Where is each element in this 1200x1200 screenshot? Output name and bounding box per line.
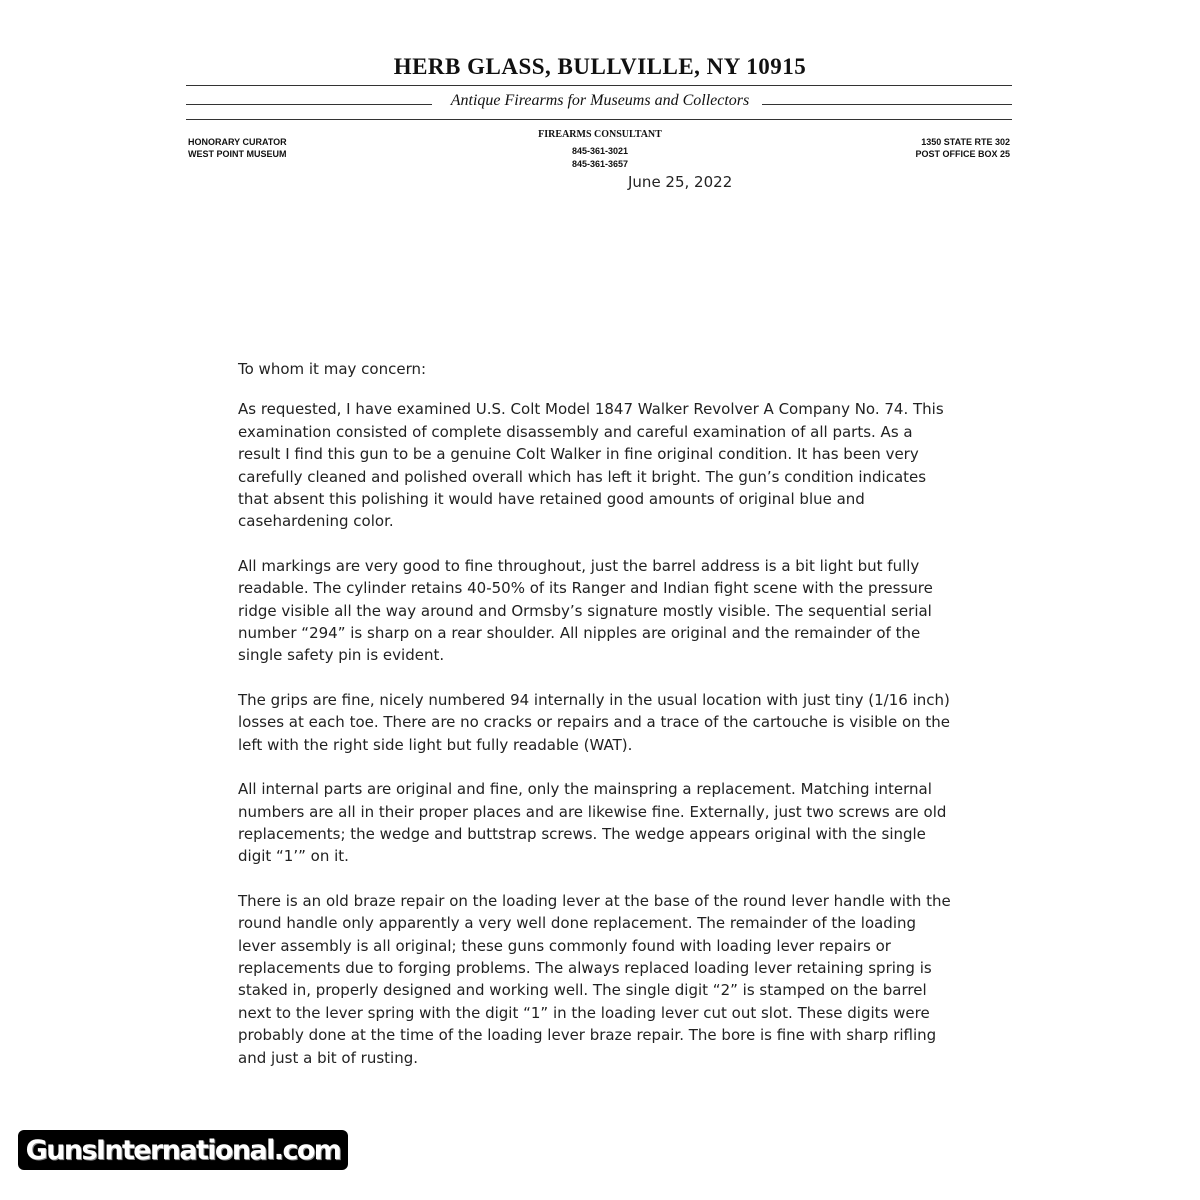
watermark-logo (18, 1130, 348, 1170)
curator-block (188, 136, 287, 160)
phone-1: 845-361-3021 (571, 146, 629, 156)
paragraph-1: As requested, I have examined U.S. Colt Model 1847 Walker Revolver A Company No. 74. This examination consisted of complete disassembly and careful examination of all parts. As a result I find this gun to be a genuine Colt Walker in fine original condition. It has been very carefully cleaned and polished overall which has left it bright. The gun’s condition indicates that absent this polishing it would have retained good amounts of original blue and casehardening color. (238, 400, 944, 531)
curator-museum: WEST POINT MUSEUM (188, 149, 287, 159)
rule-top (186, 85, 1012, 86)
letter-body (238, 358, 953, 1091)
address-po-box: POST OFFICE BOX 25 (915, 149, 1010, 159)
paragraph-4: All internal parts are original and fine, only the mainspring a replacement. Matching internal numbers are all in their proper places and are likewise fine. Externally, just two screws are old replacements; the wedge and buttstrap screws. The wedge appears original with the single digit “1’” on it. (238, 780, 947, 866)
salutation: To whom it may concern: (238, 360, 427, 378)
consultant-title: FIREARMS CONSULTANT (538, 129, 662, 140)
letterhead-subtitle-text: Antique Firearms for Museums and Collectors (443, 92, 758, 109)
paragraph-3: The grips are fine, nicely numbered 94 internally in the usual location with just tiny (1/16 inch) losses at each toe. There are no cracks or repairs and a trace of the cartouche is visible on the left with the right side light but fully readable (WAT). (238, 690, 951, 754)
curator-title: HONORARY CURATOR (188, 137, 287, 147)
phone-2: 845-361-3657 (571, 159, 629, 169)
address-block (880, 136, 1010, 160)
paragraph-2: All markings are very good to fine throughout, just the barrel address is a bit light but fully readable. The cylinder retains 40-50% of its Ranger and Indian fight scene with the pressure ridge visible all the way around and Ormsby’s signature mostly visible. The sequential serial number “294” is sharp on a rear shoulder. All nipples are original and the remainder of the single safety pin is evident. (238, 556, 933, 665)
letterhead-name: HERB GLASS, BULLVILLE, NY 10915 (393, 54, 807, 79)
consultant-block (500, 129, 700, 171)
letter-date: June 25, 2022 (628, 173, 733, 191)
address-street: 1350 STATE RTE 302 (921, 137, 1010, 147)
paragraph-5: There is an old braze repair on the loading lever at the base of the round lever handle with the round handle only apparently a very well done replacement. The remainder of the loading lever assembly is all original; these guns commonly found with loading lever repairs or replacements due to forging problems. The always replaced loading lever retaining spring is staked in, properly designed and working well. The single digit “2” is stamped on the barrel next to the lever spring with the digit “1” in the loading lever cut out slot. These digits were probably done at the time of the loading lever braze repair. The bore is fine with sharp rifling and just a bit of rusting. (238, 891, 951, 1067)
watermark-text: GunsInternational.com (25, 1134, 341, 1166)
letterhead-subtitle (0, 92, 1200, 110)
rule-bottom (186, 119, 1012, 120)
